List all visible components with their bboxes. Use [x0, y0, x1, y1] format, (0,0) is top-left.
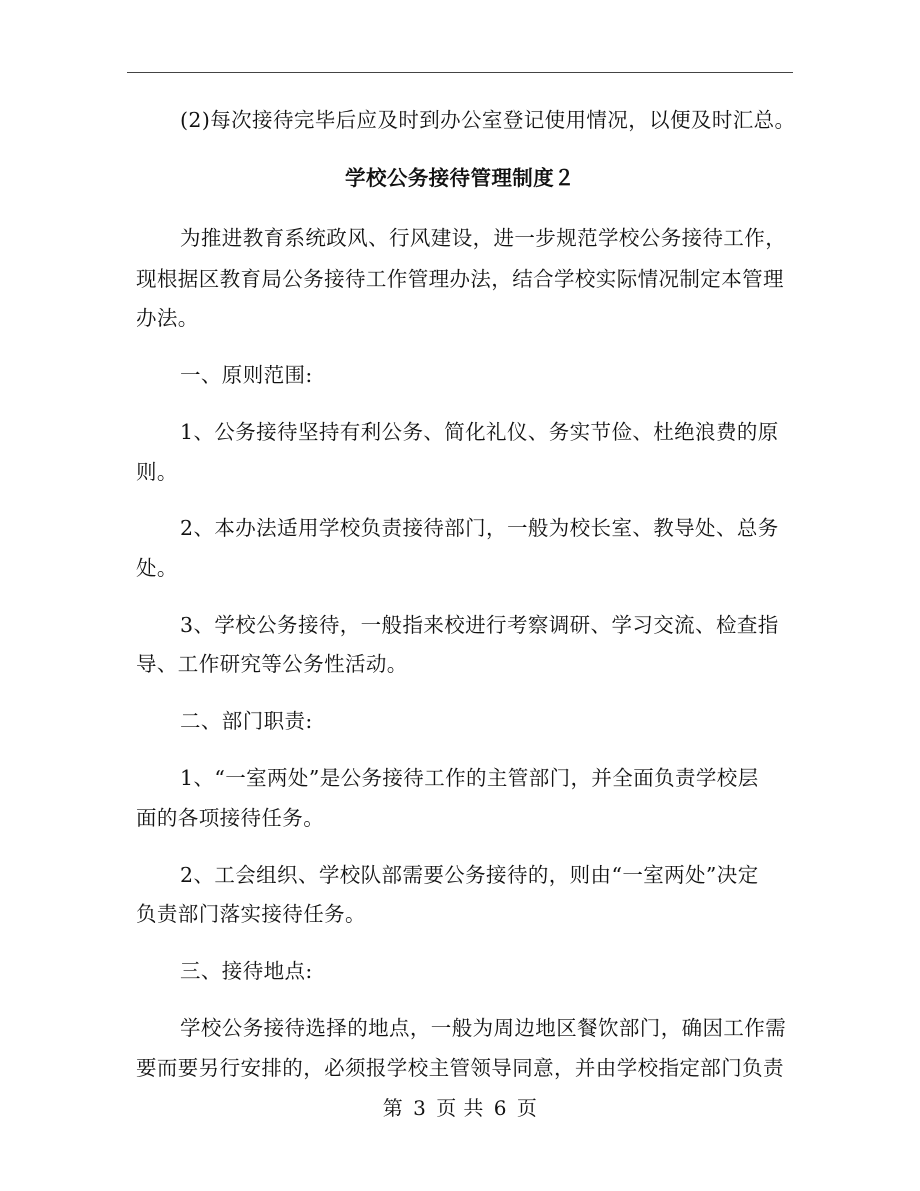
paragraph-line: 1、“一室两处”是公务接待工作的主管部门，并全面负责学校层 — [180, 766, 759, 790]
section-heading: 三、接待地点: — [180, 959, 313, 983]
page-footer — [0, 1094, 920, 1122]
paragraph-line: 负责部门落实接待任务。 — [136, 902, 366, 926]
current-page-number: 3 — [413, 1096, 427, 1120]
paragraph-line: 处。 — [136, 556, 178, 580]
paragraph-line: 则。 — [136, 460, 178, 484]
paragraph-line: 2、本办法适用学校负责接待部门，一般为校长室、教导处、总务 — [180, 516, 779, 540]
paragraph-line: 3、学校公务接待，一般指来校进行考察调研、学习交流、检查指 — [180, 613, 779, 637]
paragraph-line: (2)每次接待完毕后应及时到办公室登记使用情况，以便及时汇总。 — [180, 108, 796, 132]
header-rule — [127, 72, 793, 73]
section-heading: 一、原则范围: — [180, 363, 313, 387]
paragraph-line: 办法。 — [136, 306, 199, 330]
footer-middle: 页 共 — [436, 1096, 484, 1120]
paragraph-line: 导、工作研究等公务性活动。 — [136, 652, 408, 676]
paragraph-line: 学校公务接待选择的地点，一般为周边地区餐饮部门，确因工作需 — [180, 1016, 787, 1040]
paragraph-line: 现根据区教育局公务接待工作管理办法，结合学校实际情况制定本管理 — [136, 267, 784, 291]
footer-suffix: 页 — [516, 1096, 538, 1120]
section-title: 学校公务接待管理制度２ — [345, 166, 575, 190]
total-page-number: 6 — [493, 1096, 507, 1120]
section-heading: 二、部门职责: — [180, 709, 313, 733]
paragraph-line: 要而要另行安排的，必须报学校主管领导同意，并由学校指定部门负责 — [136, 1056, 784, 1080]
paragraph-line: 面的各项接待任务。 — [136, 806, 325, 830]
footer-prefix: 第 — [382, 1096, 404, 1120]
paragraph-line: 1、公务接待坚持有利公务、简化礼仪、务实节俭、杜绝浪费的原 — [180, 420, 779, 444]
paragraph-line: 2、工会组织、学校队部需要公务接待的，则由“一室两处”决定 — [180, 863, 759, 887]
paragraph-line: 为推进教育系统政风、行风建设，进一步规范学校公务接待工作， — [180, 226, 787, 250]
